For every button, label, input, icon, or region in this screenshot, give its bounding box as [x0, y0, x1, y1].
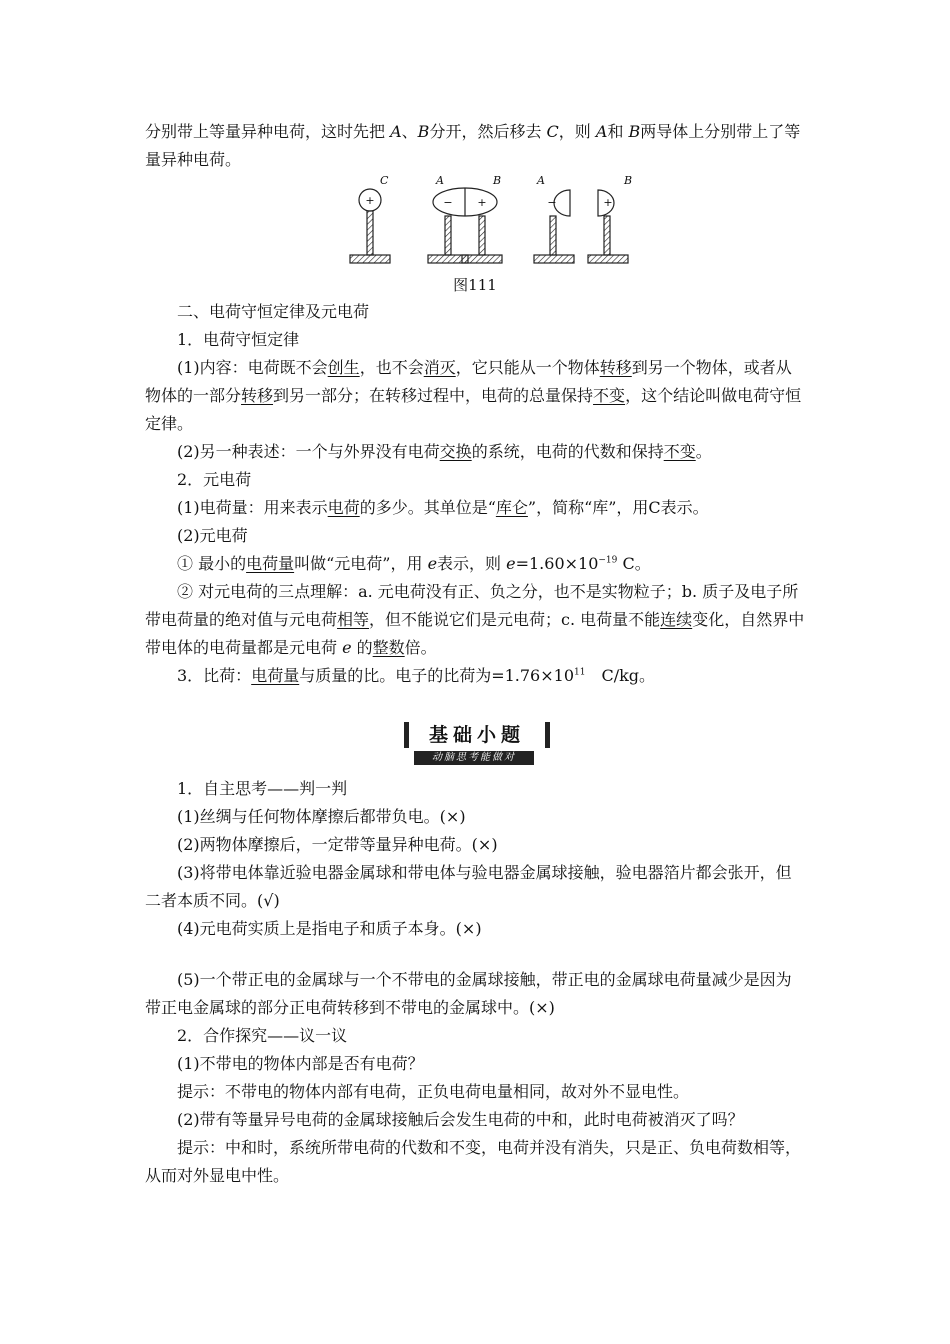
plus-sign: +	[603, 196, 613, 209]
figure-caption: 图111	[453, 276, 497, 294]
section-badge	[400, 722, 548, 766]
label-b: B	[493, 174, 502, 187]
var-a: A	[595, 122, 608, 141]
intro-paragraph: 分别带上等量异种电荷，这时先把 A、B分开，然后移去 C，则 A和 B两导体上分别带上了等量异种电荷。	[145, 122, 801, 169]
paragraph-alt-statement: (2)另一种表述：一个与外界没有电荷交换的系统，电荷的代数和保持不变。	[177, 442, 712, 461]
question-2: (2)两物体摩擦后，一定带等量异种电荷。(×)	[177, 835, 498, 854]
question-3: (3)将带电体靠近验电器金属球和带电体与验电器金属球接触，验电器箔片都会张开，但二者本质不同。(√)	[145, 863, 792, 910]
badge-subtitle: 动脑思考能做对	[414, 751, 534, 765]
discussion-question-2: (2)带有等量异号电荷的金属球接触后会发生电荷的中和，此时电荷被消灭了吗？	[177, 1110, 744, 1129]
question-4: (4)元电荷实质上是指电子和质子本身。(×)	[177, 919, 482, 938]
question-1: (1)丝绸与任何物体摩擦后都带负电。(×)	[177, 807, 466, 826]
var-b: B	[628, 122, 641, 141]
badge-title: 基础小题	[404, 722, 550, 748]
discussion-question-1: (1)不带电的物体内部是否有电荷？	[177, 1054, 424, 1073]
label-a: A	[436, 174, 444, 187]
label-c: C	[380, 174, 389, 187]
plus-sign: +	[365, 194, 375, 207]
section-title: 二、电荷守恒定律及元电荷	[177, 302, 370, 321]
question-5: (5)一个带正电的金属球与一个不带电的金属球接触，带正电的金属球电荷量减少是因为带正电金属球的部分正电荷转移到不带电的金属球中。(×)	[145, 970, 792, 1017]
label-b2: B	[624, 174, 633, 187]
heading-self-think: 1．自主思考——判一判	[177, 779, 348, 798]
paragraph-specific-charge: 3．比荷：电荷量与质量的比。电子的比荷为$=1.76\times 10^{11}$ C/kg。	[177, 666, 656, 685]
minus-sign: −	[547, 196, 557, 209]
heading-discussion: 2．合作探究——议一议	[177, 1026, 348, 1045]
induction-figure	[340, 172, 640, 268]
var-a: A	[390, 122, 402, 141]
paragraph-three-points: ② 对元电荷的三点理解：a. 元电荷没有正、负之分，也不是实物粒子；b. 质子及电子所带电荷量的绝对值与元电荷相等，但不能说它们是元电荷；c. 电荷量不能连续变化，自然界中带电体的电荷量都是元电荷 e 的整数倍。	[145, 582, 805, 657]
paragraph-charge-quantity: (1)电荷量：用来表示电荷的多少。其单位是“库仑”，简称“库”，用C表示。	[177, 498, 709, 517]
label-a2: A	[537, 174, 545, 187]
var-c: C	[546, 122, 559, 141]
paragraph-elementary: (2)元电荷	[177, 526, 248, 545]
heading-conservation: 1．电荷守恒定律	[177, 330, 300, 349]
heading-elementary-charge: 2．元电荷	[177, 470, 252, 489]
var-b: B	[417, 122, 430, 141]
discussion-answer-2: 提示：中和时，系统所带电荷的代数和不变，电荷并没有消失，只是正、负电荷数相等，从而对外显电中性。	[145, 1138, 802, 1185]
paragraph-content: (1)内容：电荷既不会创生，也不会消灭，它只能从一个物体转移到另一个物体，或者从物体的一部分转移到另一部分；在转移过程中，电荷的总量保持不变，这个结论叫做电荷守恒定律。	[145, 358, 802, 433]
minus-sign: −	[443, 196, 453, 209]
plus-sign: +	[477, 196, 487, 209]
conductor-ab	[428, 188, 502, 263]
paragraph-smallest-charge: ① 最小的电荷量叫做“元电荷”，用 e表示，则 $e=1.60\times 10^{-19}$ C。	[177, 554, 651, 573]
discussion-answer-1: 提示：不带电的物体内部有电荷，正负电荷电量相同，故对外不显电性。	[177, 1082, 690, 1101]
